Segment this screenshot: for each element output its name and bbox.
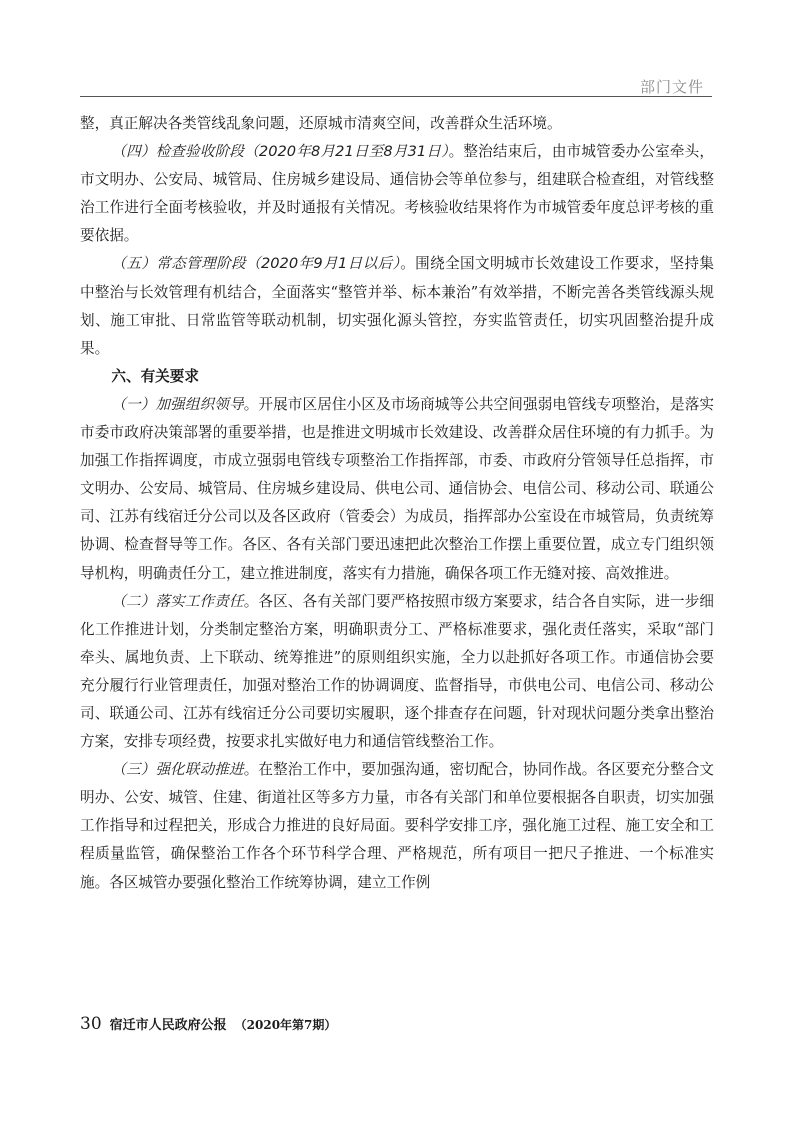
paragraph-text: 。在整治工作中，要加强沟通，密切配合，协同作战。各区要充分整合文明办、公安、城管、住建、街道社区等多方力量，市各有关部门和单位要根据各自职责，切实加强工作指导和过程把关，形成合力推进的良好局面。要科学安排工序，强化施工过程、施工安全和工程质量监管，确保整治工作各个环节科学合理、严格规范，所有项目一把尺子推进、一个标准实施。各区城管办要强化整治工作统筹协调，建立工作例 [80,761,714,891]
paragraph-text: 。围绕全国文明城市长效建设工作要求，坚持集中整治与长效管理有机结合，全面落实“整管并举、标本兼治”有效举措，不断完善各类管线源头规划、施工审批、日常监管等联动机制，切实强化源头管控，夯实监管责任，切实巩固整治提升成果。 [80,255,714,357]
paragraph-text: 。整治结束后，由市城管委办公室牵头，市文明办、公安局、城管局、住房城乡建设局、通信协会等单位参与，组建联合检查组，对管线整治工作进行全面考核验收，并及时通报有关情况。考核验收结果将作为市城管委年度总评考核的重要依据。 [80,143,714,245]
paragraph-lead: （五）常态管理阶段（2020年9月1日以后） [111,255,401,273]
paragraph-lead: （二）落实工作责任 [111,592,244,610]
publication-name: 宿迁市人民政府公报 [109,1018,227,1033]
section-label: 部门文件 [640,78,705,96]
page-footer [80,1014,336,1034]
paragraph-inspection-stage [80,138,714,250]
paragraph-lead: （四）检查验收阶段（2020年8月21日至8月31日） [111,143,449,161]
paragraph-coordination [80,756,714,896]
page-number: 30 [80,1014,102,1034]
paragraph-text: 。各区、各有关部门要严格按照市级方案要求，结合各自实际，进一步细化工作推进计划，分类制定整治方案，明确职责分工、严格标准要求，强化责任落实，采取“部门牵头、属地负责、上下联动、统筹推进”的原则组织实施，全力以赴抓好各项工作。市通信协会要充分履行行业管理责任，加强对整治工作的协调调度、监督指导，市供电公司、电信公司、移动公司、联通公司、江苏有线宿迁分公司要切实履职，逐个排查存在问题，针对现状问题分类拿出整治方案，安排专项经费，按要求扎实做好电力和通信管线整治工作。 [80,592,714,751]
header-divider [80,96,712,97]
paragraph-continuation: 整，真正解决各类管线乱象问题，还原城市清爽空间，改善群众生活环境。 [80,115,562,132]
paragraph-lead: （一）加强组织领导 [111,395,244,413]
issue-label: （2020年第7期） [234,1018,337,1032]
paragraph-text: 。开展市区居住小区及市场商城等公共空间强弱电管线专项整治，是落实市委市政府决策部署的重要举措，也是推进文明城市长效建设、改善群众居住环境的有力抓手。为加强工作指挥调度，市成立强弱电管线专项整治工作指挥部，市委、市政府分管领导任总指挥，市文明办、公安局、城管局、住房城乡建设局、供电公司、通信协会、电信公司、移动公司、联通公司、江苏有线宿迁分公司以及各区政府（管委会）为成员，指挥部办公室设在市城管局，负责统筹协调、检查督导等工作。各区、各有关部门要迅速把此次整治工作摆上重要位置，成立专门组织领导机构，明确责任分工，建立推进制度，落实有力措施，确保各项工作无缝对接、高效推进。 [80,395,714,582]
paragraph-lead: （三）强化联动推进 [111,761,244,779]
paragraph-responsibility [80,588,714,757]
document-body [80,110,714,897]
paragraph-routine-stage [80,250,714,362]
section-heading: 六、有关要求 [111,367,199,385]
paragraph-leadership [80,391,714,588]
